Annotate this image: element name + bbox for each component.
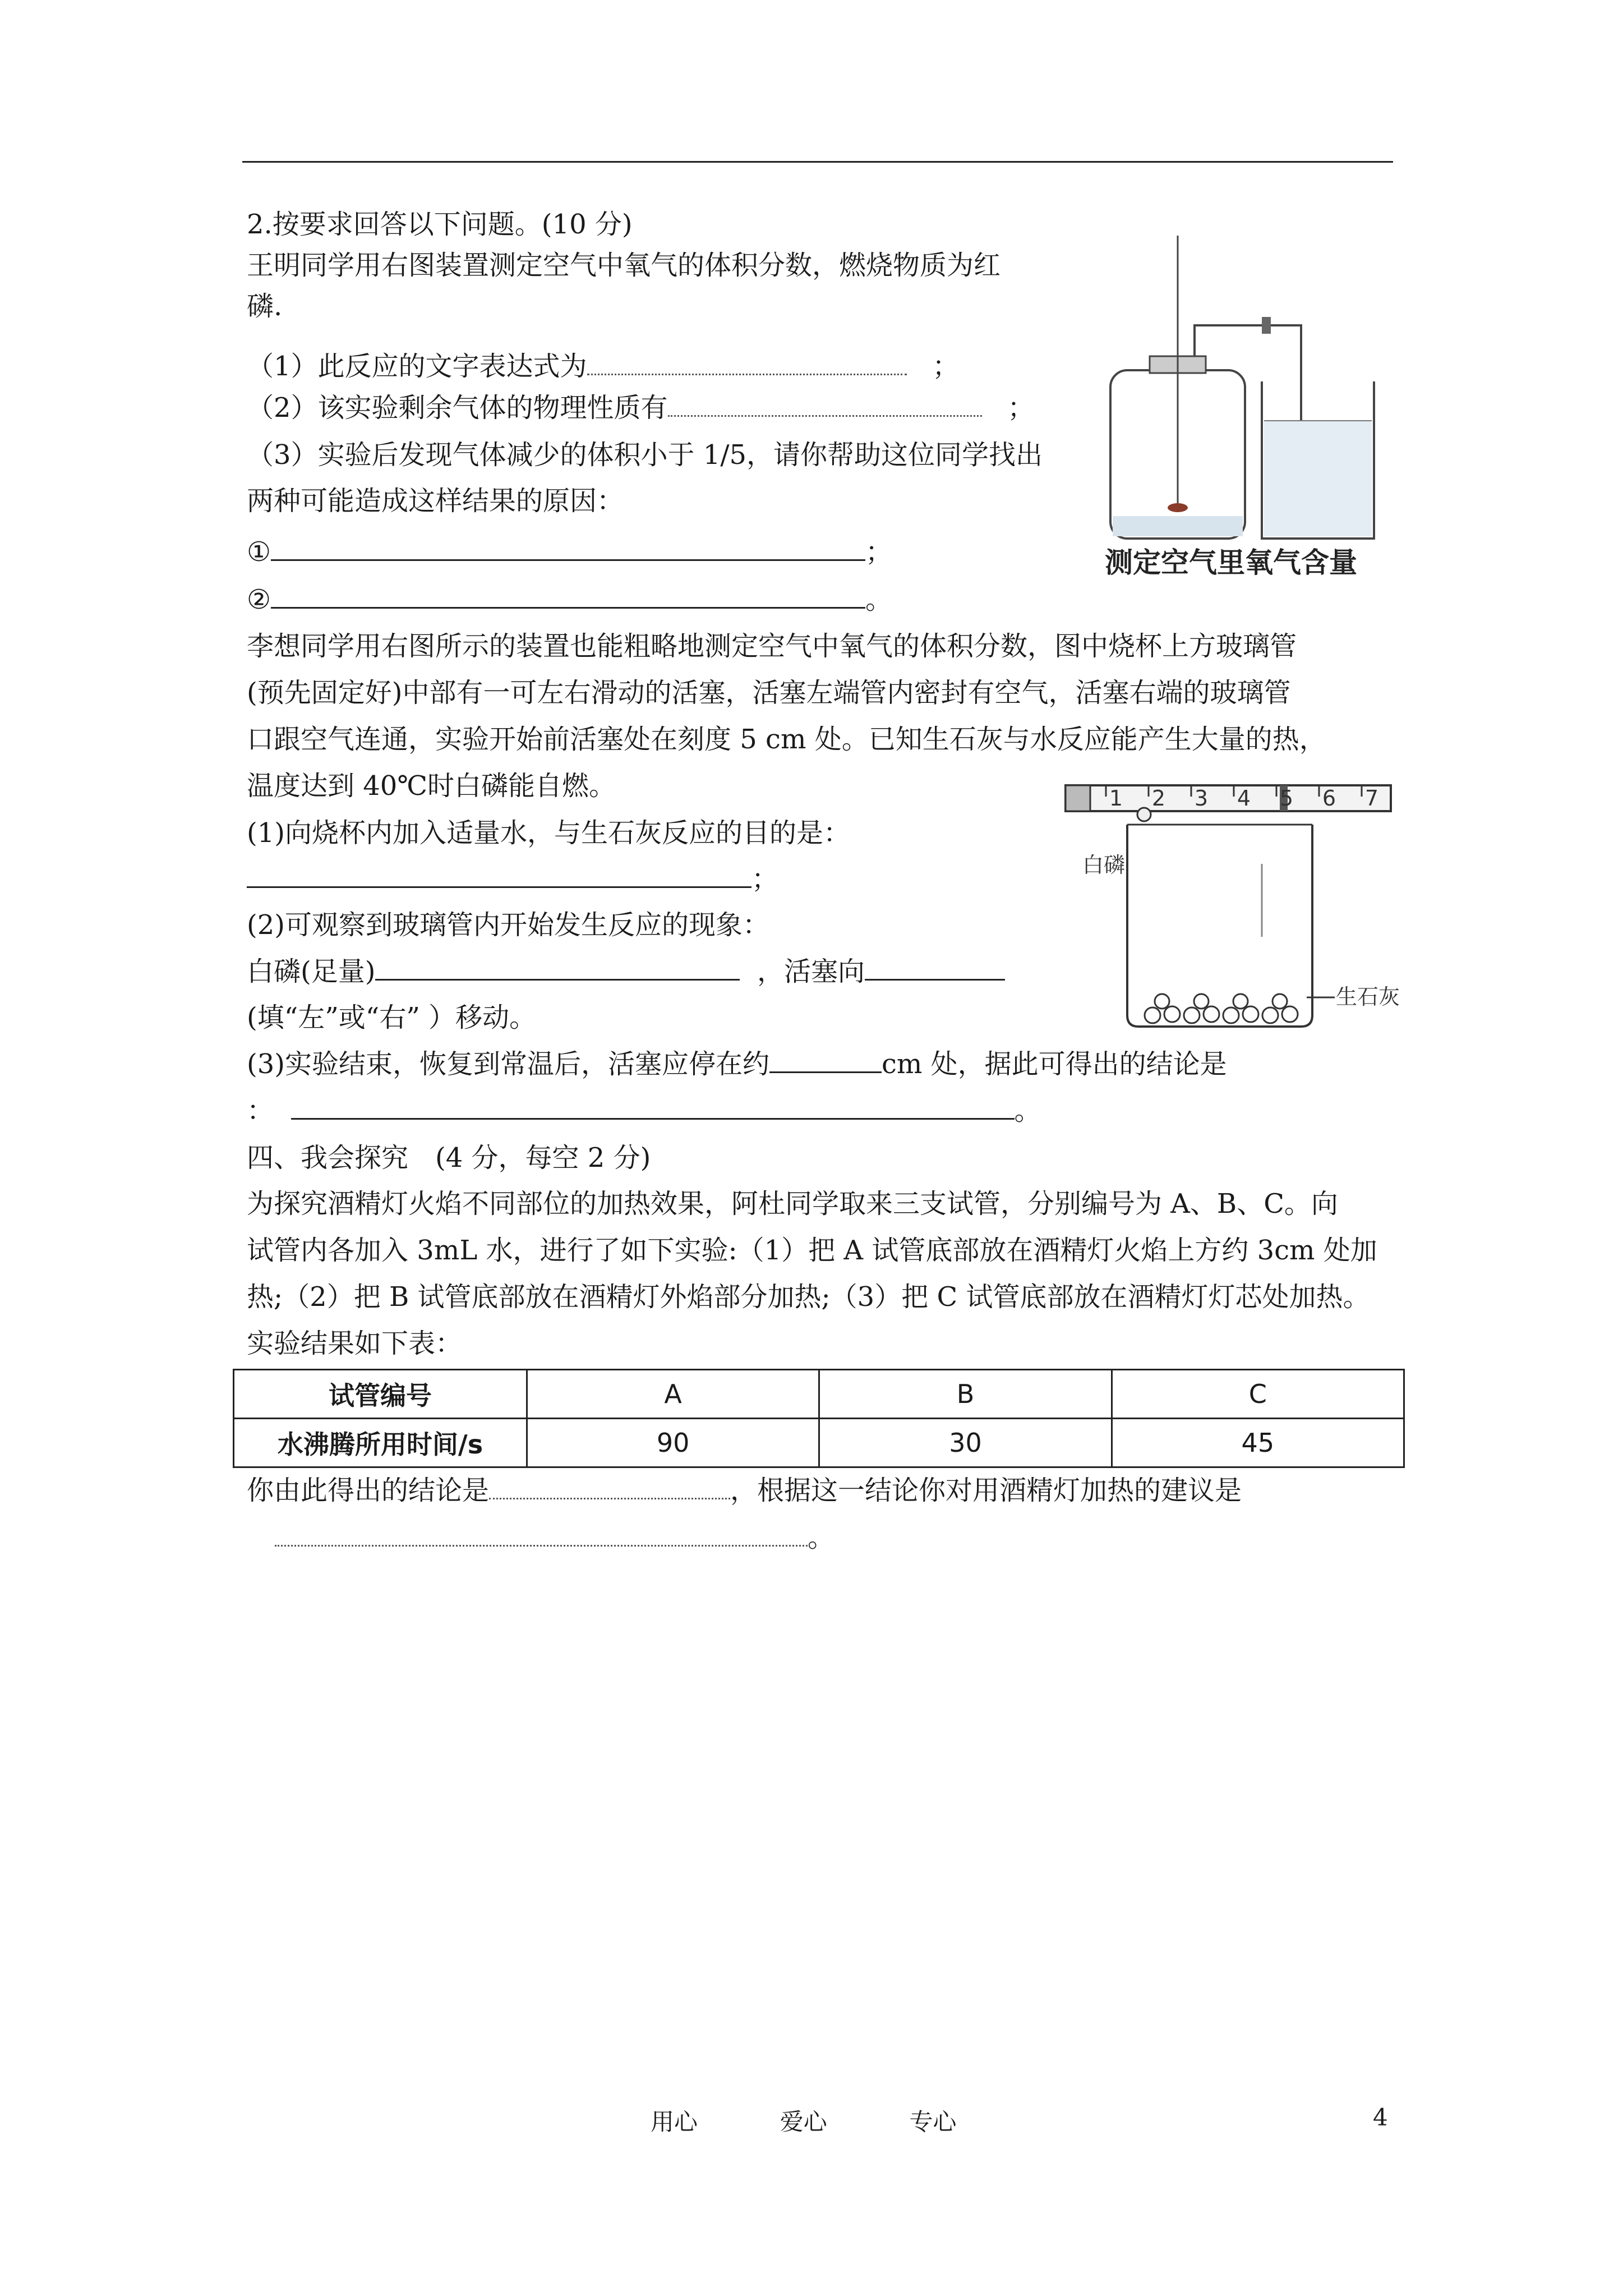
table-cell: 90 — [527, 1419, 819, 1467]
figure-oxygen-apparatus — [1094, 236, 1408, 583]
answer-blank-2[interactable] — [668, 390, 982, 417]
sub-question-3-text: (3)实验结束，恢复到常温后，活塞应停在约 — [247, 1048, 769, 1080]
sub-question-3-colon: ： — [247, 1095, 274, 1126]
suggestion-text: ，根据这一结论你对用酒精灯加热的建议是 — [730, 1475, 1242, 1506]
q2-part3-line2: 两种可能造成这样结果的原因： — [247, 485, 624, 517]
header-rule — [242, 161, 1393, 163]
q2-part2 — [247, 388, 1034, 427]
tube-tick-label: 2 — [1151, 786, 1166, 811]
tube-tick-label: 5 — [1279, 786, 1294, 811]
q2-intro-line1: 王明同学用右图装置测定空气中氧气的体积分数，燃烧物质为红 — [247, 250, 1001, 281]
sub-question-2-answer — [247, 952, 1005, 991]
white-phosphorus — [1137, 808, 1151, 821]
reason-1 — [247, 532, 892, 572]
sub-question-2-hint: (填“左”或“右” ）移动。 — [247, 1002, 537, 1033]
clamp — [1262, 317, 1271, 334]
figure-quicklime-apparatus — [1060, 780, 1408, 1032]
label-quicklime: 生石灰 — [1336, 984, 1400, 1009]
section-4-title: 四、我会探究 (4 分，每空 2 分) — [247, 1142, 651, 1174]
suggestion-end: 。 — [808, 1522, 835, 1553]
q2-part1 — [247, 347, 959, 386]
conclusion-line — [247, 1471, 1242, 1510]
answer-blank-conclusion[interactable] — [291, 1093, 1015, 1120]
answer-blank-direction[interactable] — [865, 954, 1005, 981]
section-4-text-1: 为探究酒精灯火焰不同部位的加热效果，阿杜同学取来三支试管，分别编号为 A、B、C。向 — [247, 1188, 1338, 1220]
table-cell: 水沸腾所用时间/s — [234, 1419, 527, 1467]
page-number: 4 — [1373, 2104, 1388, 2131]
reason-2-end: 。 — [865, 584, 893, 615]
phosphorus-label: 白磷(足量) — [247, 956, 376, 987]
li-paragraph-line1: 李想同学用右图所示的装置也能粗略地测定空气中氧气的体积分数，图中烧杯上方玻璃管 — [247, 631, 1297, 662]
table-header-cell: C — [1112, 1370, 1404, 1419]
section-4-text-4: 实验结果如下表： — [247, 1328, 463, 1359]
answer-blank-1[interactable] — [587, 349, 907, 375]
q2-part1-text: （1）此反应的文字表达式为 — [247, 351, 587, 382]
tube-tick-label: 6 — [1322, 786, 1336, 811]
li-paragraph-line4: 温度达到 40℃时白磷能自燃。 — [247, 770, 616, 802]
sub-question-1-answer — [247, 859, 778, 899]
footer-motto-3: 专心 — [909, 2108, 957, 2136]
sub-question-3 — [247, 1045, 1227, 1084]
answer-blank-sub-1[interactable] — [247, 862, 751, 888]
q2-part2-text: （2）该实验剩余气体的物理性质有 — [247, 392, 668, 424]
table-cell: 45 — [1112, 1419, 1404, 1467]
reason-2-marker: ② — [247, 584, 271, 615]
sub-question-1-end: ； — [751, 863, 779, 895]
sub-question-3-end: 。 — [1014, 1095, 1041, 1126]
table-header-cell: A — [527, 1370, 819, 1419]
footer-motto-1: 用心 — [651, 2108, 698, 2136]
figure1-caption: 测定空气里氧气含量 — [1105, 546, 1357, 579]
footer-motto-2: 爱心 — [780, 2108, 827, 2136]
sub-question-2: (2)可观察到玻璃管内开始发生反应的现象： — [247, 909, 769, 941]
answer-blank-reason-2[interactable] — [271, 582, 865, 609]
li-paragraph-line2: (预先固定好)中部有一可左右滑动的活塞，活塞左端管内密封有空气，活塞右端的玻璃管 — [247, 677, 1291, 708]
table-header-cell: B — [819, 1370, 1112, 1419]
sub-question-3-text-b: cm 处，据此可得出的结论是 — [882, 1048, 1227, 1080]
answer-blank-reason-1[interactable] — [271, 535, 865, 561]
jar-water — [1113, 516, 1243, 536]
tube-tick-label: 4 — [1237, 786, 1251, 811]
suggestion-line — [275, 1518, 834, 1557]
q2-intro-line2: 磷. — [247, 291, 283, 322]
beaker-water — [1264, 421, 1372, 536]
tube-tick-label: 7 — [1364, 786, 1379, 811]
question-2-title: 2.按要求回答以下问题。(10 分) — [247, 209, 633, 240]
sub-question-3-answer — [247, 1091, 1041, 1130]
tube-tick-label: 1 — [1109, 786, 1123, 811]
section-4-text-3: 热;（2）把 B 试管底部放在酒精灯外焰部分加热;（3）把 C 试管底部放在酒精灯灯芯处加热。 — [247, 1281, 1370, 1313]
reason-1-end: ； — [865, 536, 893, 568]
q2-part3-line1: （3）实验后发现气体减少的体积小于 1/5，请你帮助这位同学找出 — [247, 439, 1043, 471]
table-row — [234, 1419, 1404, 1467]
table-cell: 30 — [819, 1419, 1112, 1467]
quicklime-stones — [1145, 994, 1298, 1023]
reason-1-marker: ① — [247, 536, 271, 568]
q2-part1-end: ； — [932, 351, 960, 382]
tube-stopper — [1066, 785, 1090, 811]
label-white-phosphorus: 白磷 — [1082, 853, 1126, 877]
section-4-text-2: 试管内各加入 3mL 水，进行了如下实验:（1）把 A 试管底部放在酒精灯火焰上方约 3cm 处加 — [247, 1235, 1377, 1266]
answer-blank-result[interactable] — [489, 1473, 730, 1499]
answer-blank-position[interactable] — [769, 1047, 882, 1073]
table-header-cell: 试管编号 — [234, 1370, 527, 1419]
answer-blank-suggestion[interactable] — [275, 1520, 808, 1547]
conclusion-text: 你由此得出的结论是 — [247, 1475, 490, 1506]
tube-tick-label: 3 — [1194, 786, 1209, 811]
results-table — [233, 1369, 1405, 1468]
answer-blank-phenomenon[interactable] — [375, 954, 740, 981]
q2-part2-end: ； — [1007, 392, 1035, 424]
li-paragraph-line3: 口跟空气连通，实验开始前活塞处在刻度 5 cm 处。已知生石灰与水反应能产生大量的热， — [247, 724, 1326, 755]
sub-question-1: (1)向烧杯内加入适量水，与生石灰反应的目的是： — [247, 817, 850, 849]
red-phosphorus — [1168, 503, 1188, 512]
table-row — [234, 1370, 1404, 1419]
footer-motto — [651, 2104, 956, 2137]
piston-direction-text: ，活塞向 — [757, 956, 865, 987]
reason-2 — [247, 580, 892, 619]
